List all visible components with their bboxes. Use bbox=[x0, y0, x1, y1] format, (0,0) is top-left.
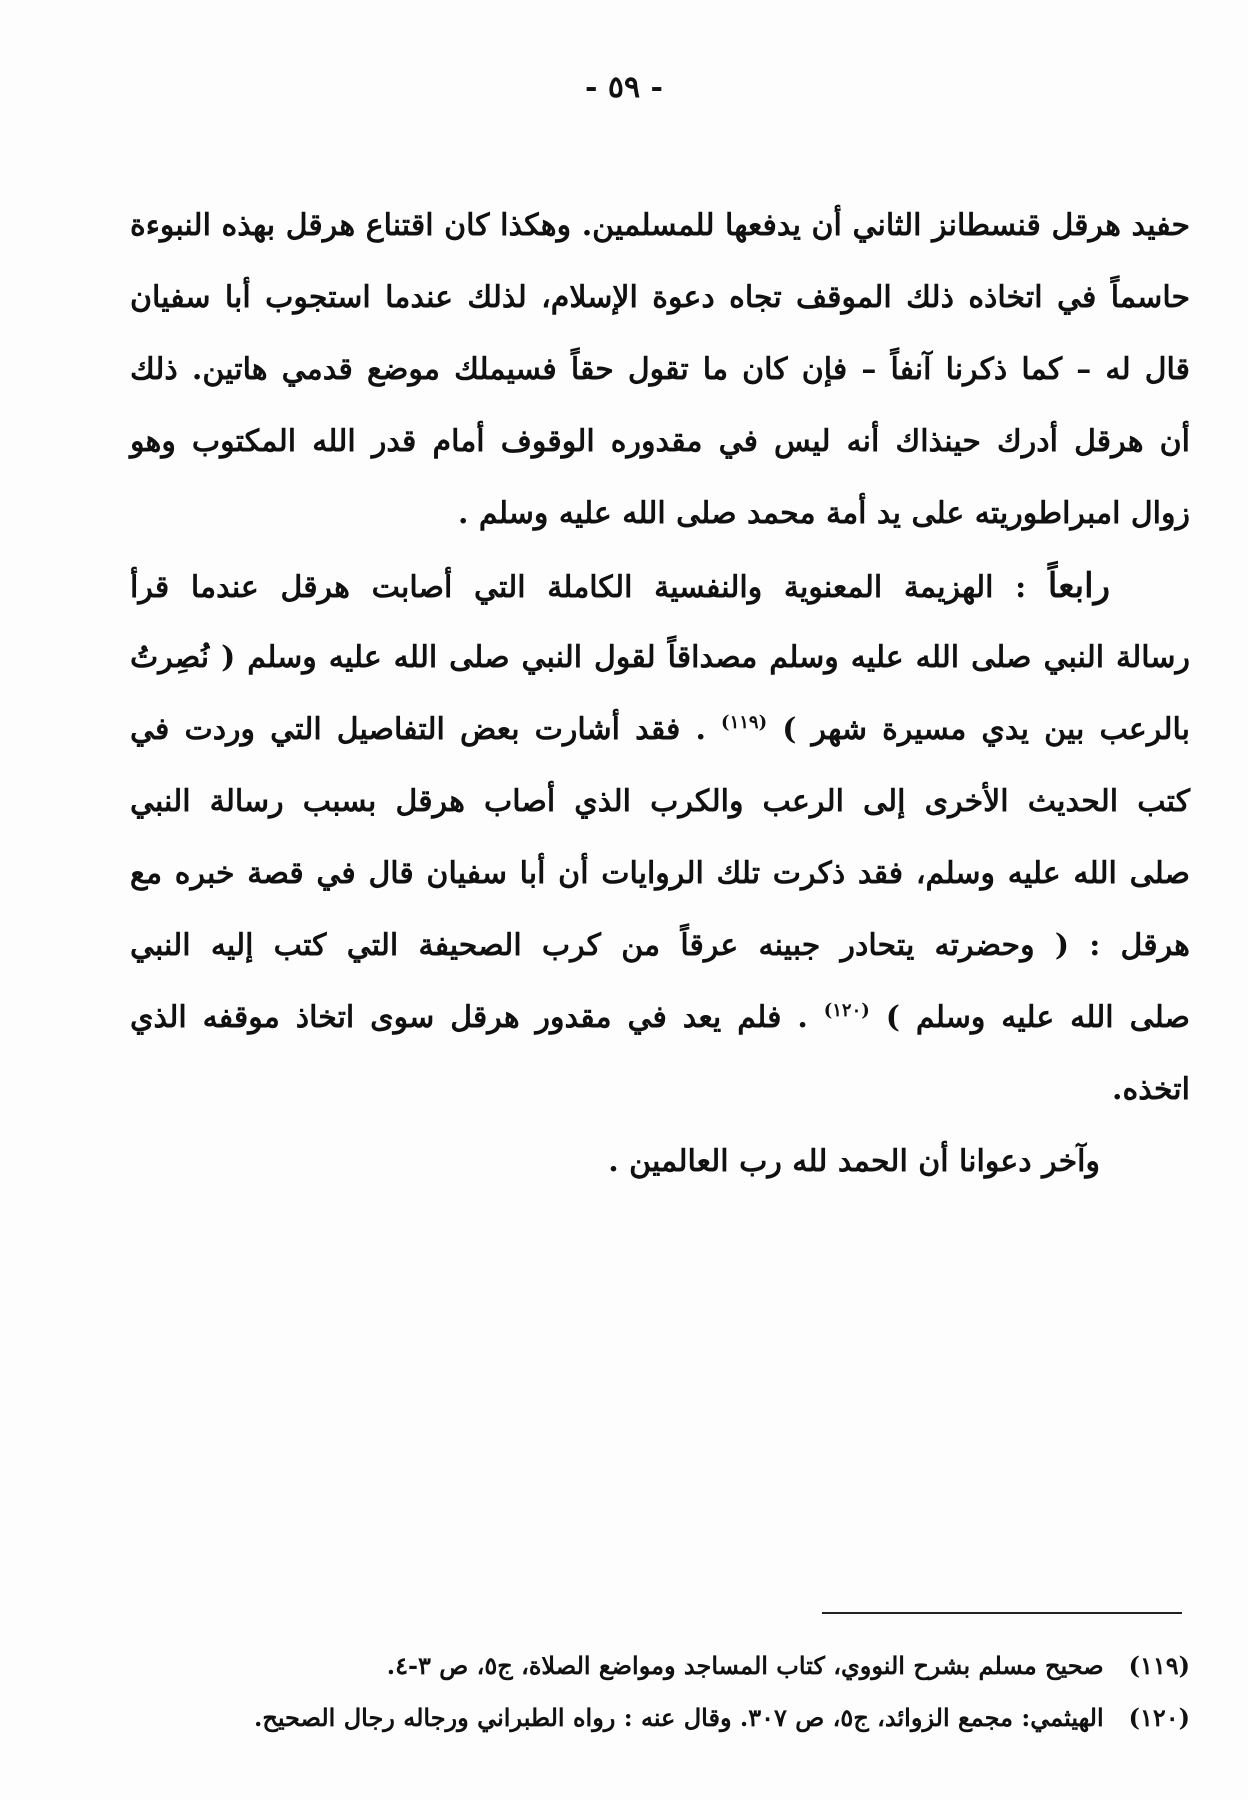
page-number: - ٥٩ - bbox=[584, 70, 664, 105]
paragraph1-line-2: حاسماً في اتخاذه ذلك الموقف تجاه دعوة الإسلام، لذلك عندما استجوب أبا سفيان bbox=[130, 280, 1190, 315]
body-text bbox=[130, 190, 1190, 1198]
paragraph1-line-5: زوال امبراطوريته على يد أمة محمد صلى الله عليه وسلم . bbox=[457, 496, 1190, 531]
footnote-separator bbox=[822, 1612, 1182, 1614]
closing-line: وآخر دعوانا أن الحمد لله رب العالمين . bbox=[608, 1144, 1100, 1179]
paragraph2-line-3-text-b: . فقد أشارت بعض التفاصيل التي وردت في bbox=[130, 712, 706, 747]
footnotes bbox=[150, 1640, 1190, 1744]
footnote-119 bbox=[150, 1640, 1190, 1692]
paragraph2-line-2: رسالة النبي صلى الله عليه وسلم مصداقاً لقول النبي صلى الله عليه وسلم ( نُصِرتُ bbox=[130, 640, 1190, 675]
paragraph1-line-4: أن هرقل أدرك حينذاك أنه ليس في مقدوره الوقوف أمام قدر الله المكتوب وهو bbox=[130, 424, 1190, 459]
paragraph2-line-6: هرقل : ( وحضرته يتحادر جبينه عرقاً من كرب الصحيفة التي كتب إليه النبي bbox=[130, 928, 1190, 963]
label-separator: : bbox=[993, 570, 1048, 605]
section-label: رابعاً bbox=[1047, 566, 1111, 606]
paragraph2-line-3 bbox=[130, 694, 1190, 766]
footnote-text: الهيثمي: مجمع الزوائد، ج٥، ص ٣٠٧. وقال عنه : رواه الطبراني ورجاله رجال الصحيح. bbox=[253, 1703, 1104, 1732]
paragraph2-line-3-text-a: بالرعب بين يدي مسيرة شهر ) bbox=[782, 712, 1190, 747]
paragraph2-line-8: اتخذه. bbox=[1112, 1072, 1190, 1107]
footnote-ref-120: (١٢٠) bbox=[823, 1000, 870, 1021]
paragraph2-line-7-text-a: صلى الله عليه وسلم ) bbox=[885, 1000, 1190, 1035]
paragraph1-line-1: حفيد هرقل قنسطانز الثاني أن يدفعها للمسلمين. وهكذا كان اقتناع هرقل بهذه النبوءة bbox=[130, 208, 1190, 243]
paragraph2-line-4: كتب الحديث الأخرى إلى الرعب والكرب الذي أصاب هرقل بسبب رسالة النبي bbox=[130, 784, 1190, 819]
paragraph2-line-7 bbox=[130, 982, 1190, 1054]
paragraph2-line-1 bbox=[130, 550, 1190, 622]
paragraph1-line-3: قال له – كما ذكرنا آنفاً – فإن كان ما تقول حقاً فسيملك موضع قدمي هاتين. ذلك bbox=[130, 352, 1190, 387]
footnote-120 bbox=[150, 1692, 1190, 1744]
paragraph2-line-7-text-b: . فلم يعد في مقدور هرقل سوى اتخاذ موقفه الذي bbox=[130, 1000, 808, 1035]
paragraph2-line-1-text: الهزيمة المعنوية والنفسية الكاملة التي أصابت هرقل عندما قرأ bbox=[130, 570, 994, 605]
paragraph2-line-5: صلى الله عليه وسلم، فقد ذكرت تلك الروايات أن أبا سفيان قال في قصة خبره مع bbox=[130, 856, 1190, 891]
footnote-text: صحيح مسلم بشرح النووي، كتاب المساجد ومواضع الصلاة، ج٥، ص ٣-٤. bbox=[386, 1651, 1104, 1680]
footnote-number: (١٢٠) bbox=[1128, 1703, 1190, 1732]
footnote-ref-119: (١١٩) bbox=[721, 712, 768, 733]
footnote-number: (١١٩) bbox=[1128, 1651, 1190, 1680]
